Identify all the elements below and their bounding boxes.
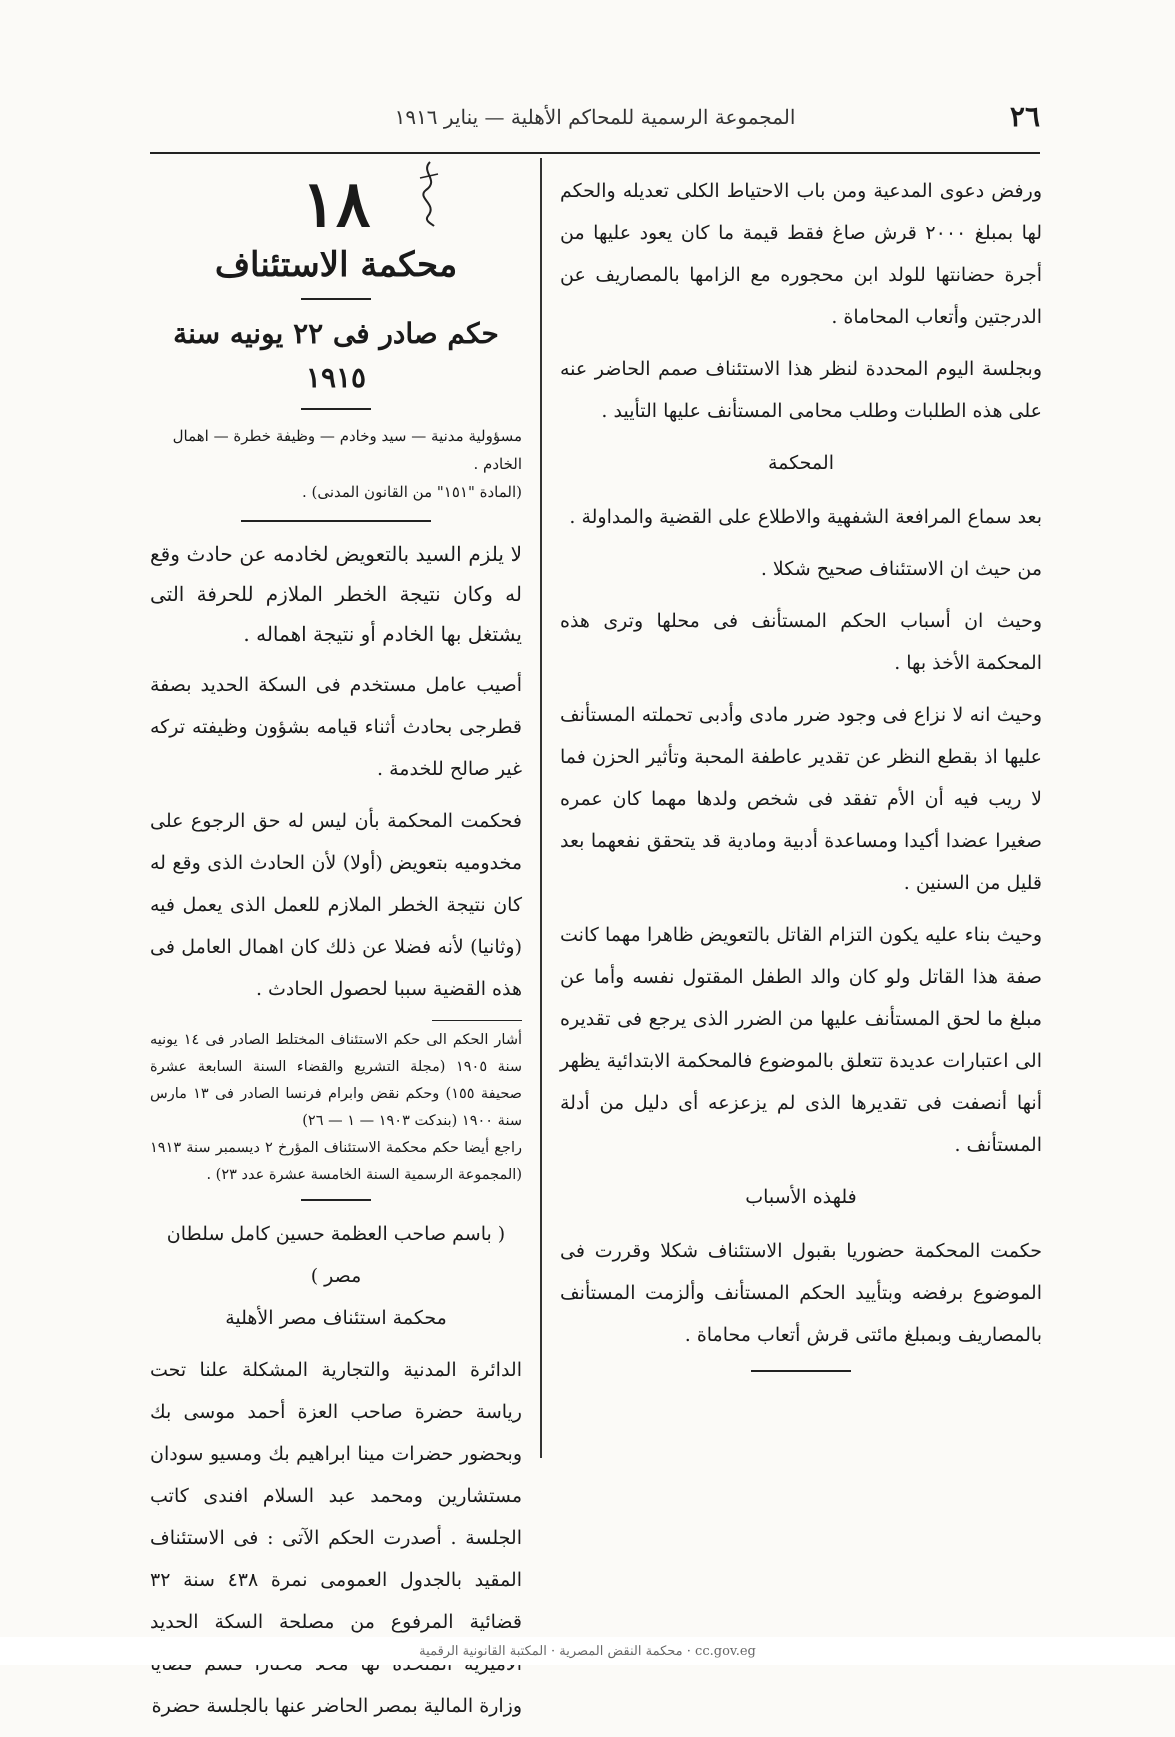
handwritten-mark-icon xyxy=(412,158,448,228)
paragraph: وبجلسة اليوم المحددة لنظر هذا الاستئناف صمم الحاضر عنه على هذه الطلبات وطلب محامى المستأنف عليها التأييد . xyxy=(560,358,1042,422)
ruling-title: حكم صادر فى ٢٢ يونيه سنة ١٩١٥ xyxy=(173,317,499,394)
court-heading: المحكمة xyxy=(768,452,834,474)
verdict-heading: فلهذه الأسباب xyxy=(745,1186,857,1208)
case-number: ١٨ xyxy=(301,167,371,242)
paragraph: ورفض دعوى المدعية ومن باب الاحتياط الكلى تعديله والحكم لها بمبلغ ٢٠٠٠ قرش صاغ فقط قيمة ما كان يعود عليها من أجرة حضانتها للولد ابن محجوره مع الزامها بالمصاريف عن الدرجتين وأتعاب المحاماة . xyxy=(560,180,1043,328)
court-line: محكمة استئناف مصر الأهلية xyxy=(225,1307,447,1329)
running-title: المجموعة الرسمية للمحاكم الأهلية — يناير ١٩١٦ xyxy=(394,105,796,129)
column-divider xyxy=(540,158,542,1458)
verdict-paragraph: حكمت المحكمة حضوريا بقبول الاستئناف شكلا وقررت فى الموضوع برفضه وبتأييد الحكم المستأنف وألزمت المستأنف بالمصاريف وبمبلغ مائتى قرش أتعاب محاماة . xyxy=(560,1240,1042,1346)
footer-text: cc.gov.eg · محكمة النقض المصرية · المكتبة القانونية الرقمية xyxy=(419,1643,756,1659)
reason-paragraph: من حيث ان الاستئناف صحيح شكلا . xyxy=(760,558,1042,580)
summary-paragraph: أصيب عامل مستخدم فى السكة الحديد بصفة قطرجى بحادث أثناء قيامه بشؤون وظيفته تركه غير صالح للخدمة . xyxy=(150,674,522,780)
footnote: راجع أيضا حكم محكمة الاستئناف المؤرخ ٢ ديسمبر سنة ١٩١٣ (المجموعة الرسمية السنة الخامسة عشرة عدد ٢٣) . xyxy=(150,1140,522,1183)
section-rule xyxy=(301,298,371,300)
article-reference: (المادة "١٥١" من القانون المدنى) . xyxy=(301,483,522,501)
footer-bar xyxy=(0,1637,1175,1665)
reason-paragraph: بعد سماع المرافعة الشفهية والاطلاع على القضية والمداولة . xyxy=(569,506,1042,528)
left-column xyxy=(150,167,522,1737)
section-rule xyxy=(301,408,371,410)
page-number: ٢٦ xyxy=(1009,100,1040,133)
footnote-rule xyxy=(432,1020,522,1021)
body-paragraph: الدائرة المدنية والتجارية المشكلة علنا تحت رياسة حضرة صاحب العزة أحمد موسى بك وبحضور حضرات مينا ابراهيم بك ومسيو سودان مستشارين ومحمد عبد السلام افندى كاتب الجلسة . أصدرت الحكم الآتى : فى الاستئناف المقيد بالجدول العمومى نمرة ٤٣٨ سنة ٣٢ قضائية المرفوع من مصلحة السكة الحديد وزارة المالية بمصر الحاضر عنها بالجلسة حضرة xyxy=(150,1359,522,1717)
reason-paragraph: وحيث انه لا نزاع فى وجود ضرر مادى وأدبى تحملته المستأنف عليها اذ بقطع النظر عن تقدير عاطفة المحبة وتأثير الحزن فما لا ريب فيه أن الأم تفقد فى شخص ولدها مهما كان عمره صغيرا عضدا أكيدا ومساعدة أدبية ومادية قد يتحقق نفعهما بعد قليل من السنين . xyxy=(560,704,1042,894)
header-rule xyxy=(150,152,1040,154)
right-column xyxy=(560,170,1042,1386)
section-rule xyxy=(241,520,431,522)
sovereign-line: ( باسم صاحب العظمة حسين كامل سلطان مصر ) xyxy=(166,1223,506,1287)
page-header xyxy=(150,100,1040,134)
footnote: أشار الحكم الى حكم الاستئناف المختلط الصادر فى ١٤ يونيه سنة ١٩٠٥ (مجلة التشريع والقضاء السنة السابعة عشرة صحيفة ١٥٥) وحكم نقض وابرام فرنسا الصادر فى ١٣ مارس سنة ١٩٠٠ (بندكت ١٩٠٣ — ١ — ٢٦) xyxy=(150,1032,522,1129)
keywords: مسؤولية مدنية — سيد وخادم — وظيفة خطرة — اهمال الخادم . xyxy=(172,427,522,473)
court-name: محكمة الاستئناف xyxy=(214,245,458,285)
section-rule xyxy=(301,1199,371,1201)
reason-paragraph: وحيث ان أسباب الحكم المستأنف فى محلها وترى هذه المحكمة الأخذ بها . xyxy=(560,610,1042,674)
summary-paragraph: فحكمت المحكمة بأن ليس له حق الرجوع على مخدوميه بتعويض (أولا) لأن الحادث الذى وقع له كان نتيجة الخطر الملازم للعمل الذى يعمل فيه (وثانيا) لأنه فضلا عن ذلك كان اهمال العامل فى هذه القضية سببا لحصول الحادث . xyxy=(150,810,522,1000)
reason-paragraph: وحيث بناء عليه يكون التزام القاتل بالتعويض ظاهرا مهما كانت صفة هذا القاتل ولو كان والد الطفل المقتول نفسه وأما عن مبلغ ما لحق المستأنف عليها من الضرر الذى يرجع فى تقديره الى اعتبارات عديدة تتعلق بالموضوع فالمحكمة الابتدائية يظهر أنها أنصفت فى تقديرها الذى لم يزعزعه أى دليل من أدلة المستأنف . xyxy=(560,924,1042,1156)
closing-rule xyxy=(751,1370,851,1372)
summary-paragraph: لا يلزم السيد بالتعويض لخادمه عن حادث وقع له وكان نتيجة الخطر الملازم للحرفة التى يشتغل بها الخادم أو نتيجة اهماله . xyxy=(150,542,522,646)
